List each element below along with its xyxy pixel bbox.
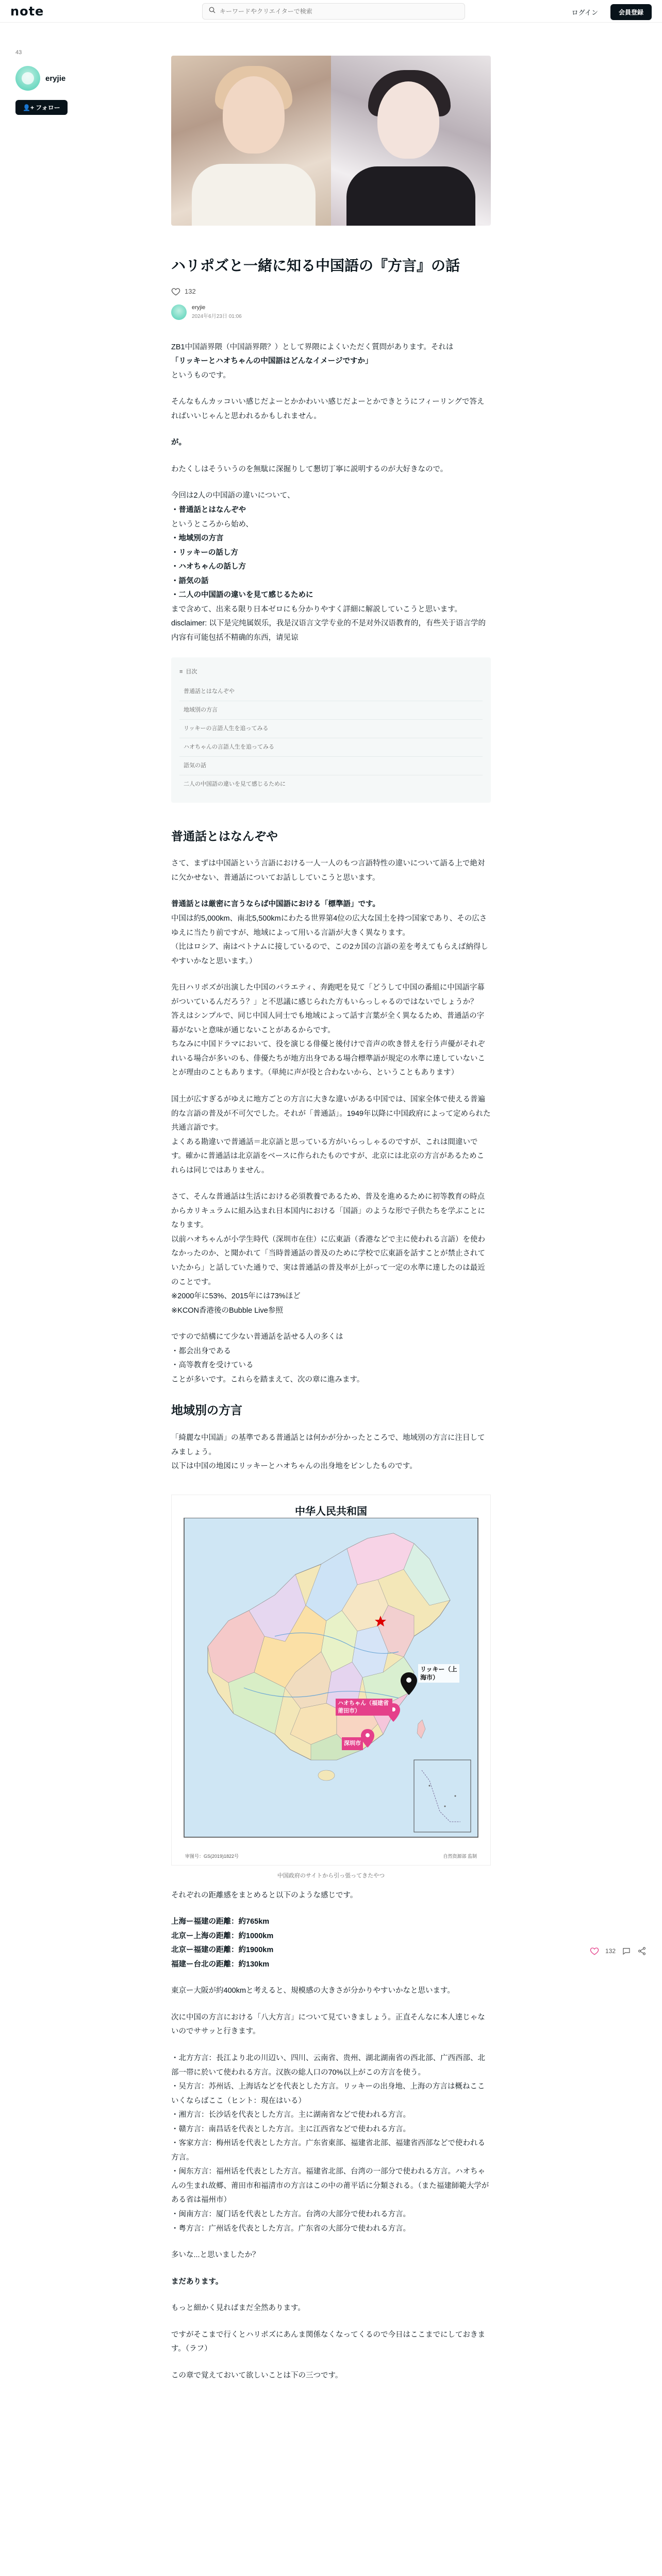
- paragraph: が。: [171, 438, 186, 447]
- creator-id: 43: [15, 49, 22, 56]
- article: [171, 56, 491, 2395]
- signup-button[interactable]: 会員登録: [610, 4, 652, 20]
- paragraph: 今回は2人の中国語の違いについて、 ・普通話とはなんぞや というところから始め、 ・地域別の方言 ・リッキーの話し方 ・ハオちゃんの話し方 ・語気の話 ・二人の中国語の違いを見て感じるために まで含めて、出来る限り日本ゼロにも分かりやすく詳細に解説していこうと思います。 disclaimer: 以下是完纯属娱乐，我是汉语言文学专业的不是对外汉语教育的，有些关于语言学的内容有可能包括不精确的东西，请见谅: [171, 492, 486, 642]
- creator-name[interactable]: eryjie: [45, 74, 66, 83]
- share-icon[interactable]: [637, 1946, 647, 1956]
- person-add-icon: 👤+: [23, 104, 34, 111]
- creator-avatar[interactable]: [15, 66, 40, 91]
- paragraph: この章で覚えておいて欲しいことは下の三つです。: [171, 2371, 343, 2380]
- paragraph: もっと細かく見ればまだ全然あります。: [171, 2304, 305, 2313]
- paragraph: さて、そんな普通話は生活における必須教養であるため、普及を進めるために初等教育の時点からカリキュラムに組み込まれ日本国内における「国語」のような形で子供たちを学ぶことになります。 以前ハオちゃんが小学生時代（深圳市在住）に広東語（香港などで主に使われる言語）を使わなかったのか、と聞かれて「当時普通話の普及のために学校で広東語を話すことが禁止されていたから」と話していた通りで、実は普通話の普及率が上がって一定の水準に達したのは最近のことです。 ※2000年に53%、2015年には73%ほど ※KCON香港後のBubble Live参照: [171, 1193, 485, 1315]
- toc-item[interactable]: 普通話とはなんぞや: [179, 683, 483, 701]
- dialect-list: ・北方方言：長江より北の川辺い、四川、云南省、贵州、湖北湖南省の西北部、广西西部、北部一帯に於いて使われる方言。汉族の総人口の70%以上がこの方言を使う。 ・吴方言：苏州话、上海话などを代表とした方言。リッキーの出身地、上海の方言は概ねここいくならばここ（ヒント：現在はいる） ・湘方言：长沙话を代表とした方言。主に湖南省などで使われる方言。 ・赣方言：南昌话を代表とした方言。主に江西省などで使われる方言。 ・客家方言：梅州话を代表とした方言。广东省東部、福建省北部、福建省西部などで使われる方言。 ・闽东方言：福州话を代表とした方言。福建省北部、台湾の一部分で使われる方言。ハオちゃんの生まれ故郷、莆田市和福清市の方言はこの中の莆平话に分類される。（また福建師範大学がある省は福州市） ・闽南方言：厦门话を代表とした方言。台湾の大部分で使われる方言。 ・粤方言：广州话を代表とした方言。广东省の大部分で使われる方言。: [171, 2054, 489, 2233]
- paragraph: 東京ー大阪が約400kmと考えると、規模感の大きさが分かりやすいかなと思います。: [171, 1987, 455, 1995]
- heart-icon[interactable]: [171, 287, 180, 296]
- pin-label-fujian: ハオちゃん（福建省莆田市）: [336, 1699, 392, 1716]
- follow-button[interactable]: [15, 100, 68, 115]
- pin-label-shanghai: リッキー（上海市）: [418, 1664, 459, 1683]
- hero-image: [171, 56, 491, 226]
- floating-like-count: 132: [605, 1947, 616, 1955]
- toc-item[interactable]: リッキーの言語人生を追ってみる: [179, 720, 483, 738]
- table-of-contents: [171, 657, 491, 802]
- article-title: ハリポズと一緒に知る中国語の『方言』の話: [171, 258, 460, 274]
- distance-list: 上海ー福建の距離：約765km 北京ー上海の距離：約1000km 北京ー福建の距離：約1900km 福建ー台北の距離：約130km: [171, 1918, 274, 1969]
- like-count: 132: [185, 287, 196, 296]
- paragraph: 多いな...と思いましたか？: [171, 2251, 260, 2260]
- login-link[interactable]: ログイン: [571, 9, 598, 16]
- search-input[interactable]: [220, 8, 446, 15]
- search-icon: [209, 7, 216, 16]
- publish-date: 2024年6月23日 01:06: [192, 314, 242, 320]
- paragraph: 次に中国の方言における「八大方言」について見ていきましょう。正直そんなに本人達じゃないのでササッと行きます。: [171, 2013, 485, 2036]
- follow-label: フォロー: [36, 104, 60, 111]
- hero-photo-left: [171, 56, 331, 226]
- paragraph: 国土が広すぎるがゆえに地方ごとの方言に大きな違いがある中国では、国家全体で使える普遍的な言語の普及が不可欠でした。それが「普通話」。1949年以降に中国政府によって定められた共通言語です。 よくある勘違いで普通話＝北京語と思っている方がいらっしゃるのですが、これは間違いです。確かに普通話は北京語をベースに作られたものですが、北京には北京の方言があるためこれらは同じではありません。: [171, 1095, 491, 1175]
- pin-label-shenzhen: 深圳市: [342, 1737, 363, 1750]
- toc-item[interactable]: 語気の話: [179, 757, 483, 775]
- paragraph: 普通話とは厳密に言うならば中国語における「標準語」です。 中国は約5,000km、南北5,500kmにわたる世界第4位の広大な国土を持つ国家であり、その広さゆえに当たり前ですが、地域によって用いる言語が大きく異なります。 （比はロシア、南はベトナムに接しているので、この2カ国の言語の差を考えてもらえば納得しやすいかなと思います。）: [171, 900, 488, 965]
- top-header: [0, 0, 662, 23]
- paragraph: まだあります。: [171, 2277, 223, 2286]
- section-heading: 地域別の方言: [171, 1403, 242, 1417]
- note-logo[interactable]: note: [10, 4, 44, 19]
- comment-icon[interactable]: [622, 1946, 631, 1956]
- heart-icon[interactable]: [590, 1946, 599, 1956]
- list-icon: ≡: [179, 669, 183, 675]
- paragraph: ですので結構にて少ない普通話を話せる人の多くは ・都会出身である ・高等教育を受けている ことが多いです。これらを踏まえて、次の章に進みます。: [171, 1333, 365, 1384]
- map-caption: 中国政府のサイトから引っ張ってきたやつ: [277, 1872, 385, 1879]
- paragraph: ですがそこまで行くとハリポズにあんま関係なくなってくるので今日はここまでにしておきます。（ラフ）: [171, 2330, 485, 2353]
- map-figure: [171, 1495, 491, 1882]
- floating-actions: [590, 1946, 647, 1956]
- creator-block: [15, 49, 68, 115]
- toc-item[interactable]: 二人の中国語の違いを見て感じるために: [184, 781, 286, 787]
- hero-photo-right: [331, 56, 491, 226]
- map-credit-right: 自然资源部 监制: [443, 1853, 477, 1859]
- section-heading: 普通話とはなんぞや: [171, 829, 278, 843]
- paragraph: 先日ハリポズが出演した中国のバラエティ、奔跑吧を見て「どうして中国の番組に中国語字幕がついているんだろう？」と不思議に感じられた方もいらっしゃるのではないでしょうか？ 答えはシンプルで、同じ中国人同士でも地域によって話す言葉が全く異なるため、普通話の字幕がないと意味が通じないことがあるからです。 ちなみに中国ドラマにおいて、役を演じる俳優と後付けで音声の吹き替えを行う声優がそれぞれいる場合が多いのも、俳優たちが地方出身である場合標準語が規定の水準に達していないことが理由のこともあります。（単純に声が役と合わないから、ということもあります）: [171, 984, 485, 1077]
- china-map-image[interactable]: [171, 1495, 491, 1866]
- like-row: [171, 287, 491, 296]
- map-credit-left: 审图号：GS(2019)1822号: [185, 1853, 239, 1859]
- toc-item[interactable]: 地域別の方言: [179, 701, 483, 720]
- paragraph: わたくしはそういうのを無駄に深掘りして懇切丁寧に説明するのが大好きなので。: [171, 465, 448, 473]
- paragraph: さて、まずは中国語という言語における一人一人のもつ言語特性の違いについて語る上で絶対に欠かせない、普通話についてお話ししていこうと思います。: [171, 859, 485, 882]
- toc-heading: 目次: [186, 669, 197, 675]
- paragraph: そんなもんカッコいい感じだよーとかかわいい感じだよーとかできとうにフィーリングで答えればいいじゃんと思われるかもしれません。: [171, 398, 485, 420]
- search-box[interactable]: [202, 3, 465, 20]
- author-avatar[interactable]: [171, 304, 187, 320]
- author-name[interactable]: eryjie: [192, 304, 206, 311]
- article-body: [171, 341, 491, 2383]
- paragraph: 「綺麗な中国語」の基準である普通話とは何かが分かったところで、地域別の方言に注目してみましょう。 以下は中国の地図にリッキーとハオちゃんの出身地をピンしたものです。: [171, 1434, 485, 1471]
- paragraph: それぞれの距離感をまとめると以下のような感じです。: [171, 1891, 358, 1900]
- author-row: [171, 304, 491, 320]
- paragraph: ZB1中国語界隈（中国語界隈？）として界隈によくいただく質問があります。それは 「リッキーとハオちゃんの中国語はどんなイメージですか」 というものです。: [171, 343, 454, 380]
- toc-item[interactable]: ハオちゃんの言語人生を追ってみる: [179, 738, 483, 757]
- map-title: 中华人民共和国: [295, 1504, 367, 1517]
